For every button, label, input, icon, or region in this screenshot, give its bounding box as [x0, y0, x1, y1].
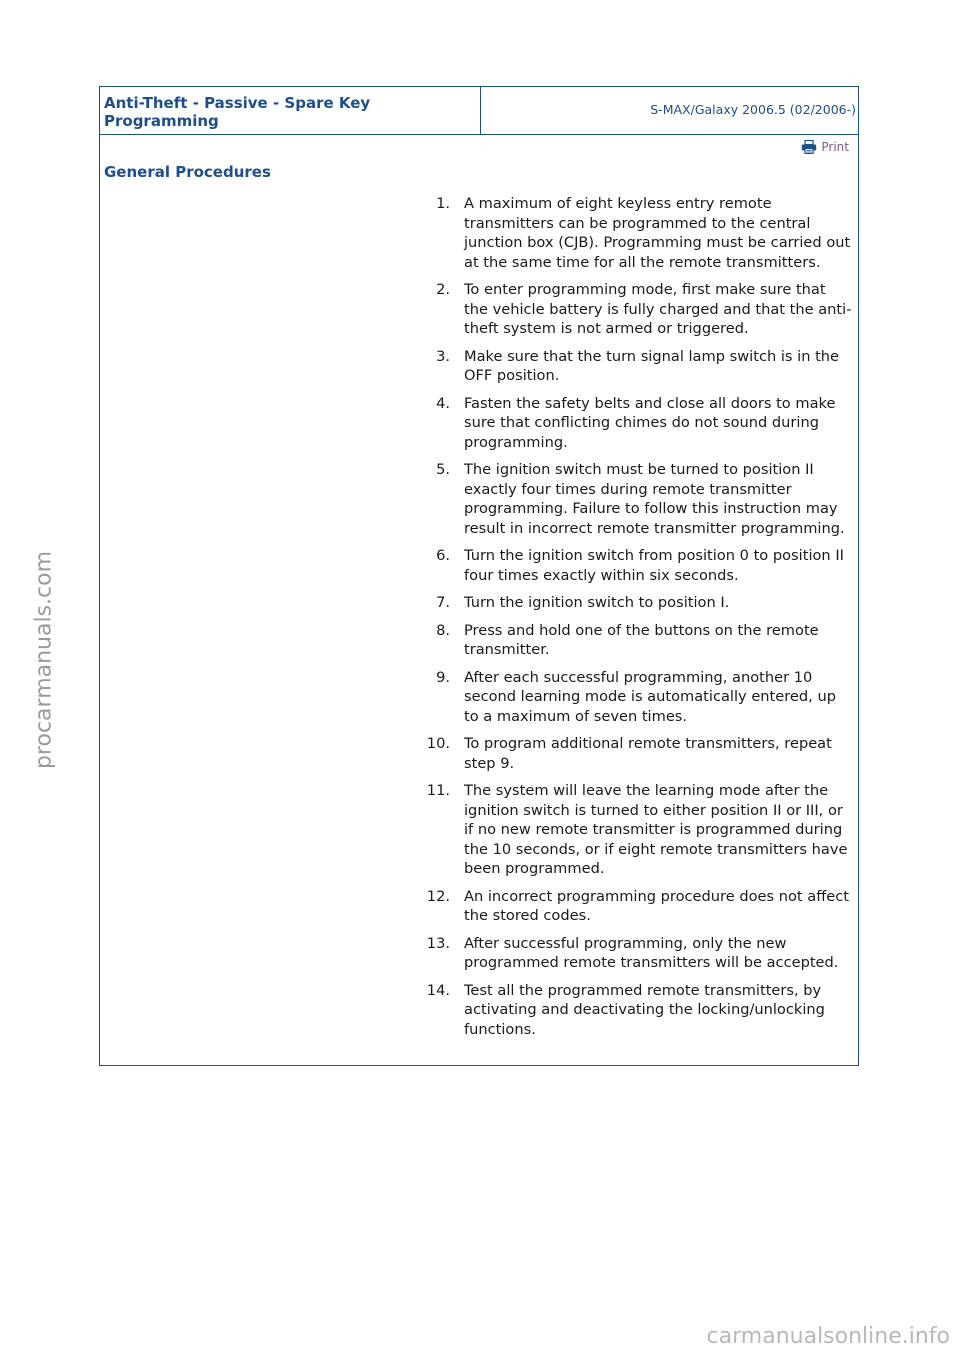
procedure-step	[420, 460, 854, 538]
step-number: 3.	[436, 347, 450, 365]
print-label: Print	[821, 140, 849, 154]
step-text: After successful programming, only the new programmed remote transmitters will be accepted.	[464, 934, 839, 971]
document-title: Anti-Theft - Passive - Spare Key Programming	[104, 94, 371, 130]
step-text: Fasten the safety belts and close all doors to make sure that conflicting chimes do not sound during programming.	[464, 394, 836, 451]
procedure-step	[420, 934, 854, 973]
bottom-watermark: carmanualsonline.info	[706, 1324, 950, 1349]
procedure-step	[420, 280, 854, 339]
procedure-step	[420, 593, 854, 613]
header-divider	[480, 87, 481, 134]
print-link[interactable]	[801, 140, 849, 154]
step-text: To enter programming mode, first make sure that the vehicle battery is fully charged and that the anti-theft system is not armed or triggered.	[464, 281, 852, 337]
printer-icon	[801, 140, 817, 154]
step-number: 13.	[426, 934, 450, 952]
step-number: 2.	[436, 281, 450, 298]
step-number: 9.	[436, 668, 450, 686]
step-number: 6.	[436, 547, 450, 564]
step-text: An incorrect programming procedure does not affect the stored codes.	[464, 887, 849, 924]
procedure-step	[420, 194, 854, 272]
step-text: The system will leave the learning mode after the ignition switch is turned to either position II or III, or if no new remote transmitter is programmed during the 10 seconds, or if eight remote transmitters have been programmed.	[464, 782, 848, 877]
procedure-step	[420, 347, 854, 386]
procedure-step	[420, 781, 854, 879]
procedure-step	[420, 546, 854, 585]
step-text: Make sure that the turn signal lamp switch is in the OFF position.	[464, 347, 840, 384]
step-number: 12.	[426, 887, 450, 905]
step-text: A maximum of eight keyless entry remote transmitters can be programmed to the central junction box (CJB). Programming must be carried out at the same time for all the remote transmitters.	[464, 195, 851, 271]
step-number: 11.	[426, 782, 450, 799]
procedure-step	[420, 621, 854, 660]
step-text: To program additional remote transmitters, repeat step 9.	[464, 735, 832, 772]
section-title: General Procedures	[104, 163, 271, 181]
document-frame	[99, 86, 859, 1066]
step-number: 5.	[436, 461, 450, 478]
procedure-step	[420, 734, 854, 773]
vehicle-model: S-MAX/Galaxy 2006.5 (02/2006-)	[650, 102, 856, 117]
step-text: Turn the ignition switch from position 0 to position II four times exactly within six seconds.	[464, 547, 844, 584]
step-text: Test all the programmed remote transmitters, by activating and deactivating the locking/unlocking functions.	[464, 981, 825, 1038]
step-text: The ignition switch must be turned to position II exactly four times during remote transmitter programming. Failure to follow this instruction may result in incorrect remote transmitter programming.	[464, 461, 845, 537]
step-number: 7.	[436, 594, 450, 611]
step-number: 10.	[426, 735, 450, 752]
step-number: 8.	[436, 621, 450, 639]
step-number: 4.	[436, 394, 450, 412]
step-number: 1.	[436, 195, 450, 212]
step-text: Turn the ignition switch to position I.	[464, 594, 730, 611]
step-text: Press and hold one of the buttons on the remote transmitter.	[464, 621, 819, 658]
step-text: After each successful programming, another 10 second learning mode is automatically entered, up to a maximum of seven times.	[464, 668, 836, 725]
procedure-steps	[420, 194, 854, 1047]
step-number: 14.	[426, 981, 450, 999]
side-watermark: procarmanuals.com	[31, 550, 57, 770]
procedure-step	[420, 887, 854, 926]
procedure-step	[420, 668, 854, 727]
procedure-step	[420, 981, 854, 1040]
procedure-step	[420, 394, 854, 453]
document-header	[100, 87, 858, 135]
